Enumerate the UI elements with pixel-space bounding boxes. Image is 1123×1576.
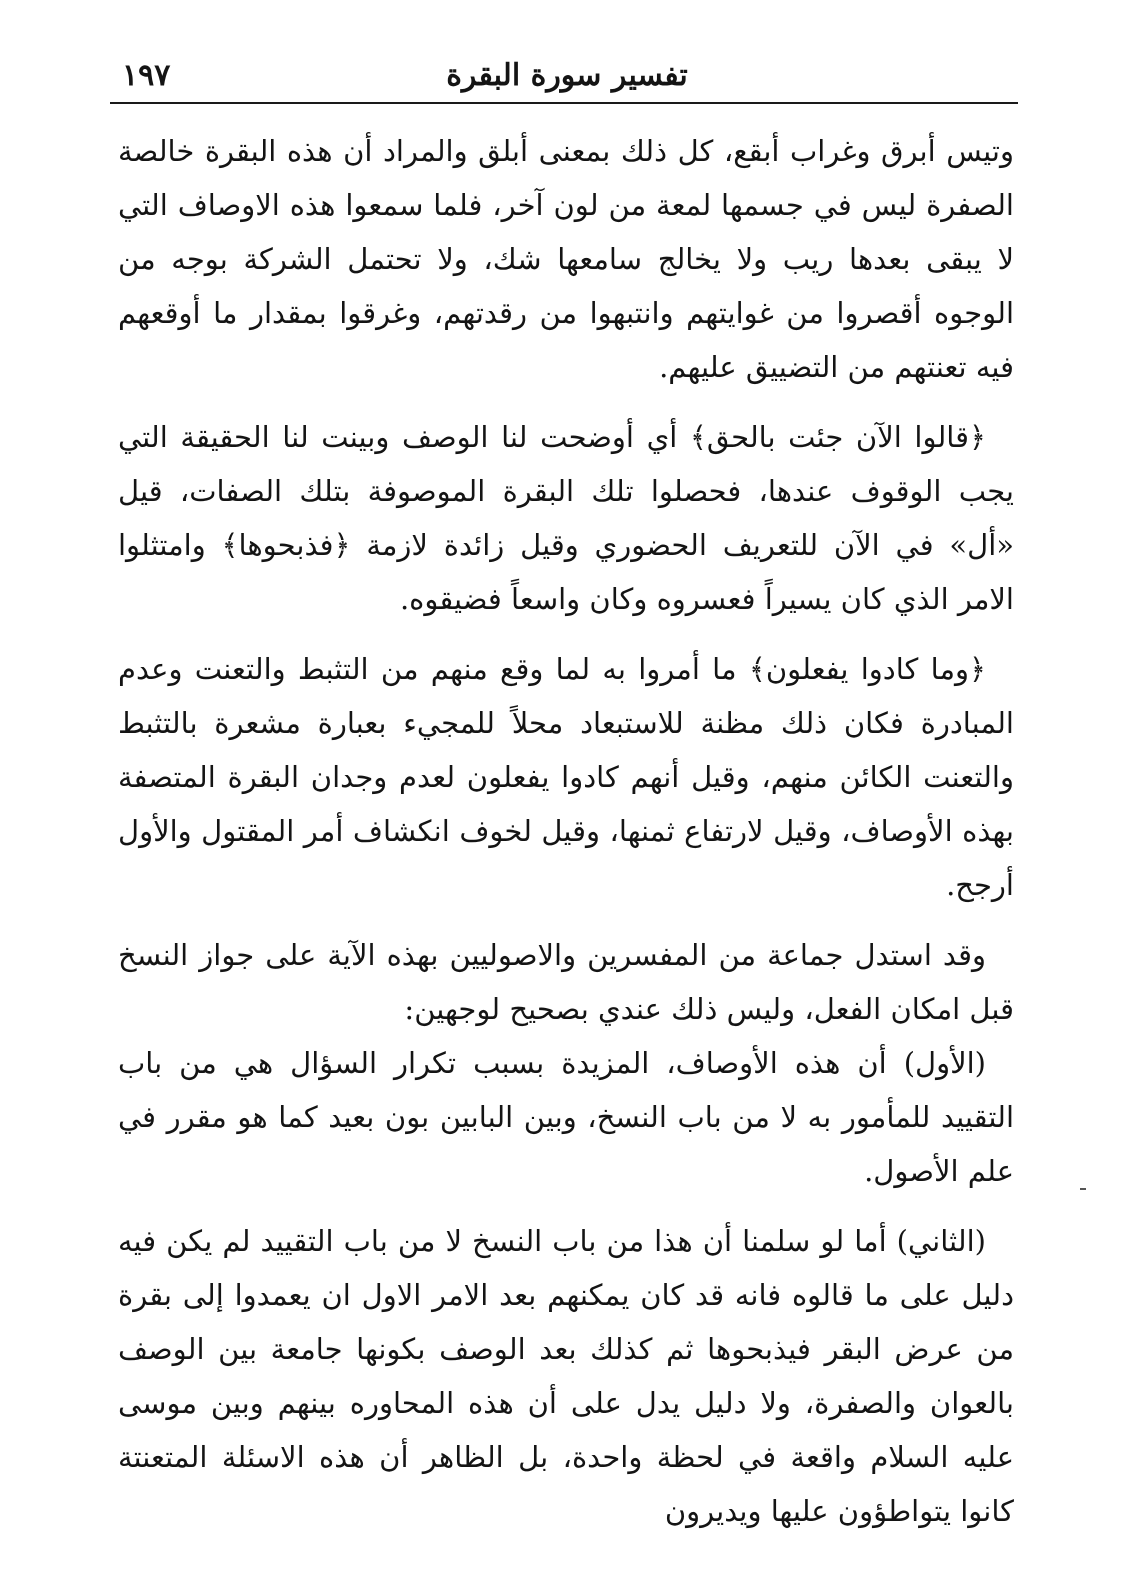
running-title: تفسير سورة البقرة (446, 58, 688, 93)
paragraph-2: ﴿قالوا الآن جئت بالحق﴾ أي أوضحت لنا الوصف وبينت لنا الحقيقة التي يجب الوقوف عندها، فحصلوا تلك البقرة الموصوفة بتلك الصفات، قيل «أل» في الآن للتعريف الحضوري وقيل زائدة لازمة ﴿فذبحوها﴾ وامتثلوا الامر الذي كان يسيراً فعسروه وكان واسعاً فضيقوه. (118, 420, 1014, 616)
page-header (118, 56, 1016, 98)
page-number: ١٩٧ (122, 58, 171, 93)
margin-mark (1080, 1188, 1086, 1190)
paragraph-5: (الأول) أن هذه الأوصاف، المزيدة بسبب تكرار السؤال هي من باب التقييد للمأمور به لا من باب النسخ، وبين البابين بون بعيد كما هو مقرر في علم الأصول. (118, 1046, 1014, 1188)
header-divider (110, 102, 1018, 104)
paragraph-6: (الثاني) أما لو سلمنا أن هذا من باب النسخ لا من باب التقييد لم يكن فيه دليل على ما قالوه فانه قد كان يمكنهم بعد الامر الاول ان يعمدوا إلى بقرة من عرض البقر فيذبحوها ثم كذلك بعد الوصف بكونها جامعة بين الوصف بالعوان والصفرة، ولا دليل يدل على أن هذه المحاوره بينهم وبين موسى عليه السلام واقعة في لحظة واحدة، بل الظاهر أن هذه الاسئلة المتعنتة كانوا يتواطؤون عليها ويديرون (118, 1224, 1014, 1528)
page-body (118, 124, 1014, 1538)
paragraph-3: ﴿وما كادوا يفعلون﴾ ما أمروا به لما وقع منهم من التثبط والتعنت وعدم المبادرة فكان ذلك مظنة للاستبعاد محلاً للمجيء بعبارة مشعرة بالتثبط والتعنت الكائن منهم، وقيل أنهم كادوا يفعلون لعدم وجدان البقرة المتصفة بهذه الأوصاف، وقيل لارتفاع ثمنها، وقيل لخوف انكشاف أمر المقتول والأول أرجح. (118, 652, 1014, 902)
paragraph-1: وتيس أبرق وغراب أبقع، كل ذلك بمعنى أبلق والمراد أن هذه البقرة خالصة الصفرة ليس في جسمها لمعة من لون آخر، فلما سمعوا هذه الاوصاف التي لا يبقى بعدها ريب ولا يخالج سامعها شك، ولا تحتمل الشركة بوجه من الوجوه أقصروا من غوايتهم وانتبهوا من رقدتهم، وغرقوا بمقدار ما أوقعهم فيه تعنتهم من التضييق عليهم. (118, 134, 1014, 384)
paragraph-4: وقد استدل جماعة من المفسرين والاصوليين بهذه الآية على جواز النسخ قبل امكان الفعل، وليس ذلك عندي بصحيح لوجهين: (118, 938, 1014, 1026)
